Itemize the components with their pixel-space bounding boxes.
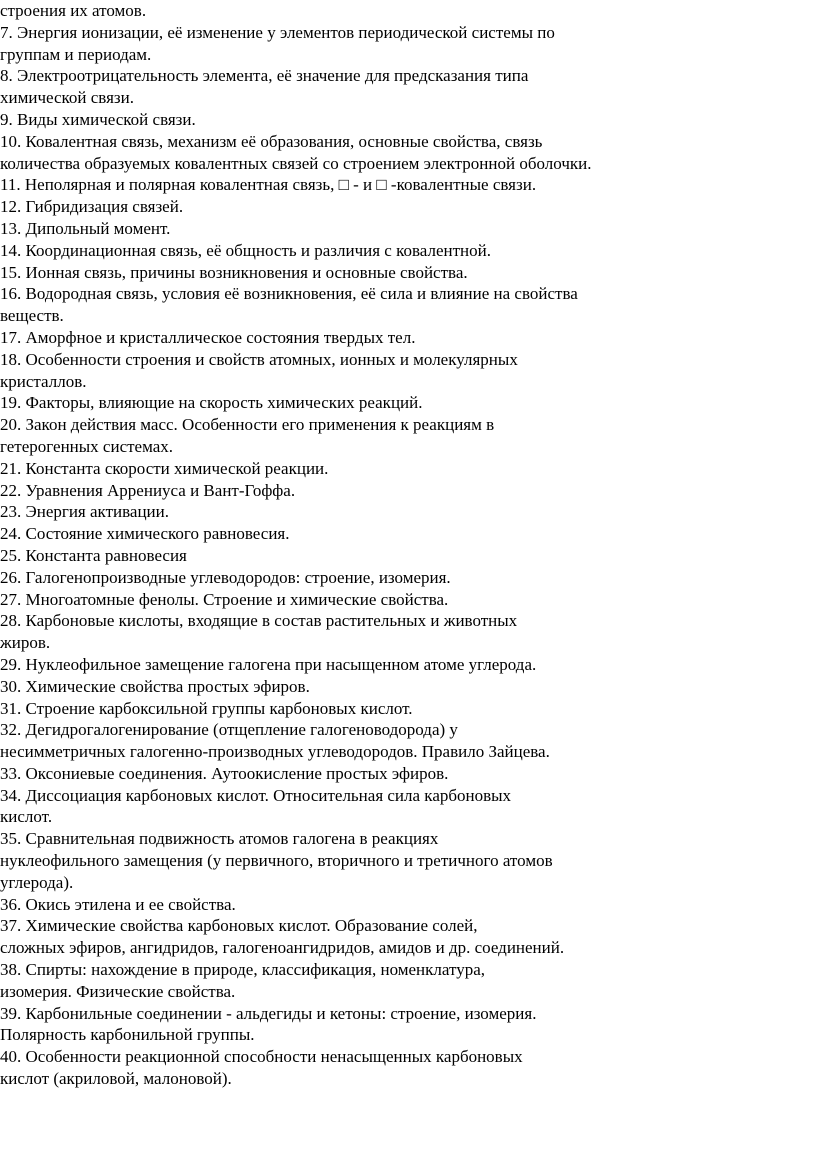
document-line: 37. Химические свойства карбоновых кислот. Образование солей, — [0, 916, 478, 936]
document-line: 35. Сравнительная подвижность атомов галогена в реакциях — [0, 829, 439, 849]
document-line: 29. Нуклеофильное замещение галогена при насыщенном атоме углерода. — [0, 654, 537, 674]
document-line: строения их атомов. — [0, 1, 147, 20]
document-line: кислот. — [0, 807, 53, 827]
document-line: 13. Дипольный момент. — [0, 218, 171, 238]
document-line: 17. Аморфное и кристаллическое состояния твердых тел. — [0, 327, 416, 347]
document-line: 38. Спирты: нахождение в природе, классификация, номенклатура, — [0, 960, 485, 980]
document-line: 7. Энергия ионизации, её изменение у элементов периодической системы по — [0, 22, 555, 42]
document-line: Полярность карбонильной группы. — [0, 1025, 255, 1045]
document-line: 40. Особенности реакционной способности ненасыщенных карбоновых — [0, 1047, 523, 1067]
document-line: 24. Состояние химического равновесия. — [0, 524, 290, 544]
document-line: 8. Электроотрицательность элемента, её значение для предсказания типа — [0, 66, 529, 86]
document-line: 27. Многоатомные фенолы. Строение и химические свойства. — [0, 589, 449, 609]
document-line: химической связи. — [0, 88, 134, 108]
document-line: 15. Ионная связь, причины возникновения и основные свойства. — [0, 262, 468, 282]
document-line: количества образуемых ковалентных связей со строением электронной оболочки. — [0, 153, 592, 173]
document-line: 26. Галогенопроизводные углеводородов: строение, изомерия. — [0, 567, 451, 587]
document-line: 39. Карбонильные соединении - альдегиды и кетоны: строение, изомерия. — [0, 1003, 537, 1023]
document-line: жиров. — [0, 633, 51, 653]
document-line: углерода). — [0, 872, 74, 892]
document-line: веществ. — [0, 306, 64, 326]
document-line: 36. Окись этилена и ее свойства. — [0, 894, 236, 914]
document-line: 11. Неполярная и полярная ковалентная связь, □ - и □ -ковалентные связи. — [0, 175, 537, 195]
document-line: 16. Водородная связь, условия её возникновения, её сила и влияние на свойства — [0, 284, 578, 304]
document-line: 28. Карбоновые кислоты, входящие в состав растительных и животных — [0, 611, 518, 631]
document-line: 22. Уравнения Аррениуса и Вант-Гоффа. — [0, 480, 296, 500]
document-line: 32. Дегидрогалогенирование (отщепление галогеноводорода) у — [0, 720, 458, 740]
document-line: 19. Факторы, влияющие на скорость химических реакций. — [0, 393, 423, 413]
document-line: 25. Константа равновесия — [0, 545, 187, 565]
document-line: 34. Диссоциация карбоновых кислот. Относительная сила карбоновых — [0, 785, 512, 805]
document-line: 23. Энергия активации. — [0, 502, 170, 522]
document-line: 14. Координационная связь, её общность и различия с ковалентной. — [0, 240, 491, 260]
document-line: нуклеофильного замещения (у первичного, вторичного и третичного атомов — [0, 851, 553, 871]
document-line: группам и периодам. — [0, 44, 152, 64]
document-line: 33. Оксониевые соединения. Аутоокисление простых эфиров. — [0, 763, 449, 783]
document-line: 20. Закон действия масс. Особенности его применения к реакциям в — [0, 415, 495, 435]
document-line: 12. Гибридизация связей. — [0, 197, 184, 217]
document-line: кристаллов. — [0, 371, 87, 391]
document-line: кислот (акриловой, малоновой). — [0, 1069, 232, 1089]
document-line: несимметричных галогенно-производных углеводородов. Правило Зайцева. — [0, 742, 550, 762]
document-line: сложных эфиров, ангидридов, галогеноангидридов, амидов и др. соединений. — [0, 938, 565, 958]
document-line: 10. Ковалентная связь, механизм её образования, основные свойства, связь — [0, 131, 543, 151]
document-line: 18. Особенности строения и свойств атомных, ионных и молекулярных — [0, 349, 518, 369]
document-line: 9. Виды химической связи. — [0, 109, 196, 129]
document-line: 30. Химические свойства простых эфиров. — [0, 676, 310, 696]
document-line: гетерогенных системах. — [0, 436, 174, 456]
document-line: изомерия. Физические свойства. — [0, 981, 236, 1001]
document-line: 31. Строение карбоксильной группы карбоновых кислот. — [0, 698, 413, 718]
document-line: 21. Константа скорости химической реакции. — [0, 458, 329, 478]
